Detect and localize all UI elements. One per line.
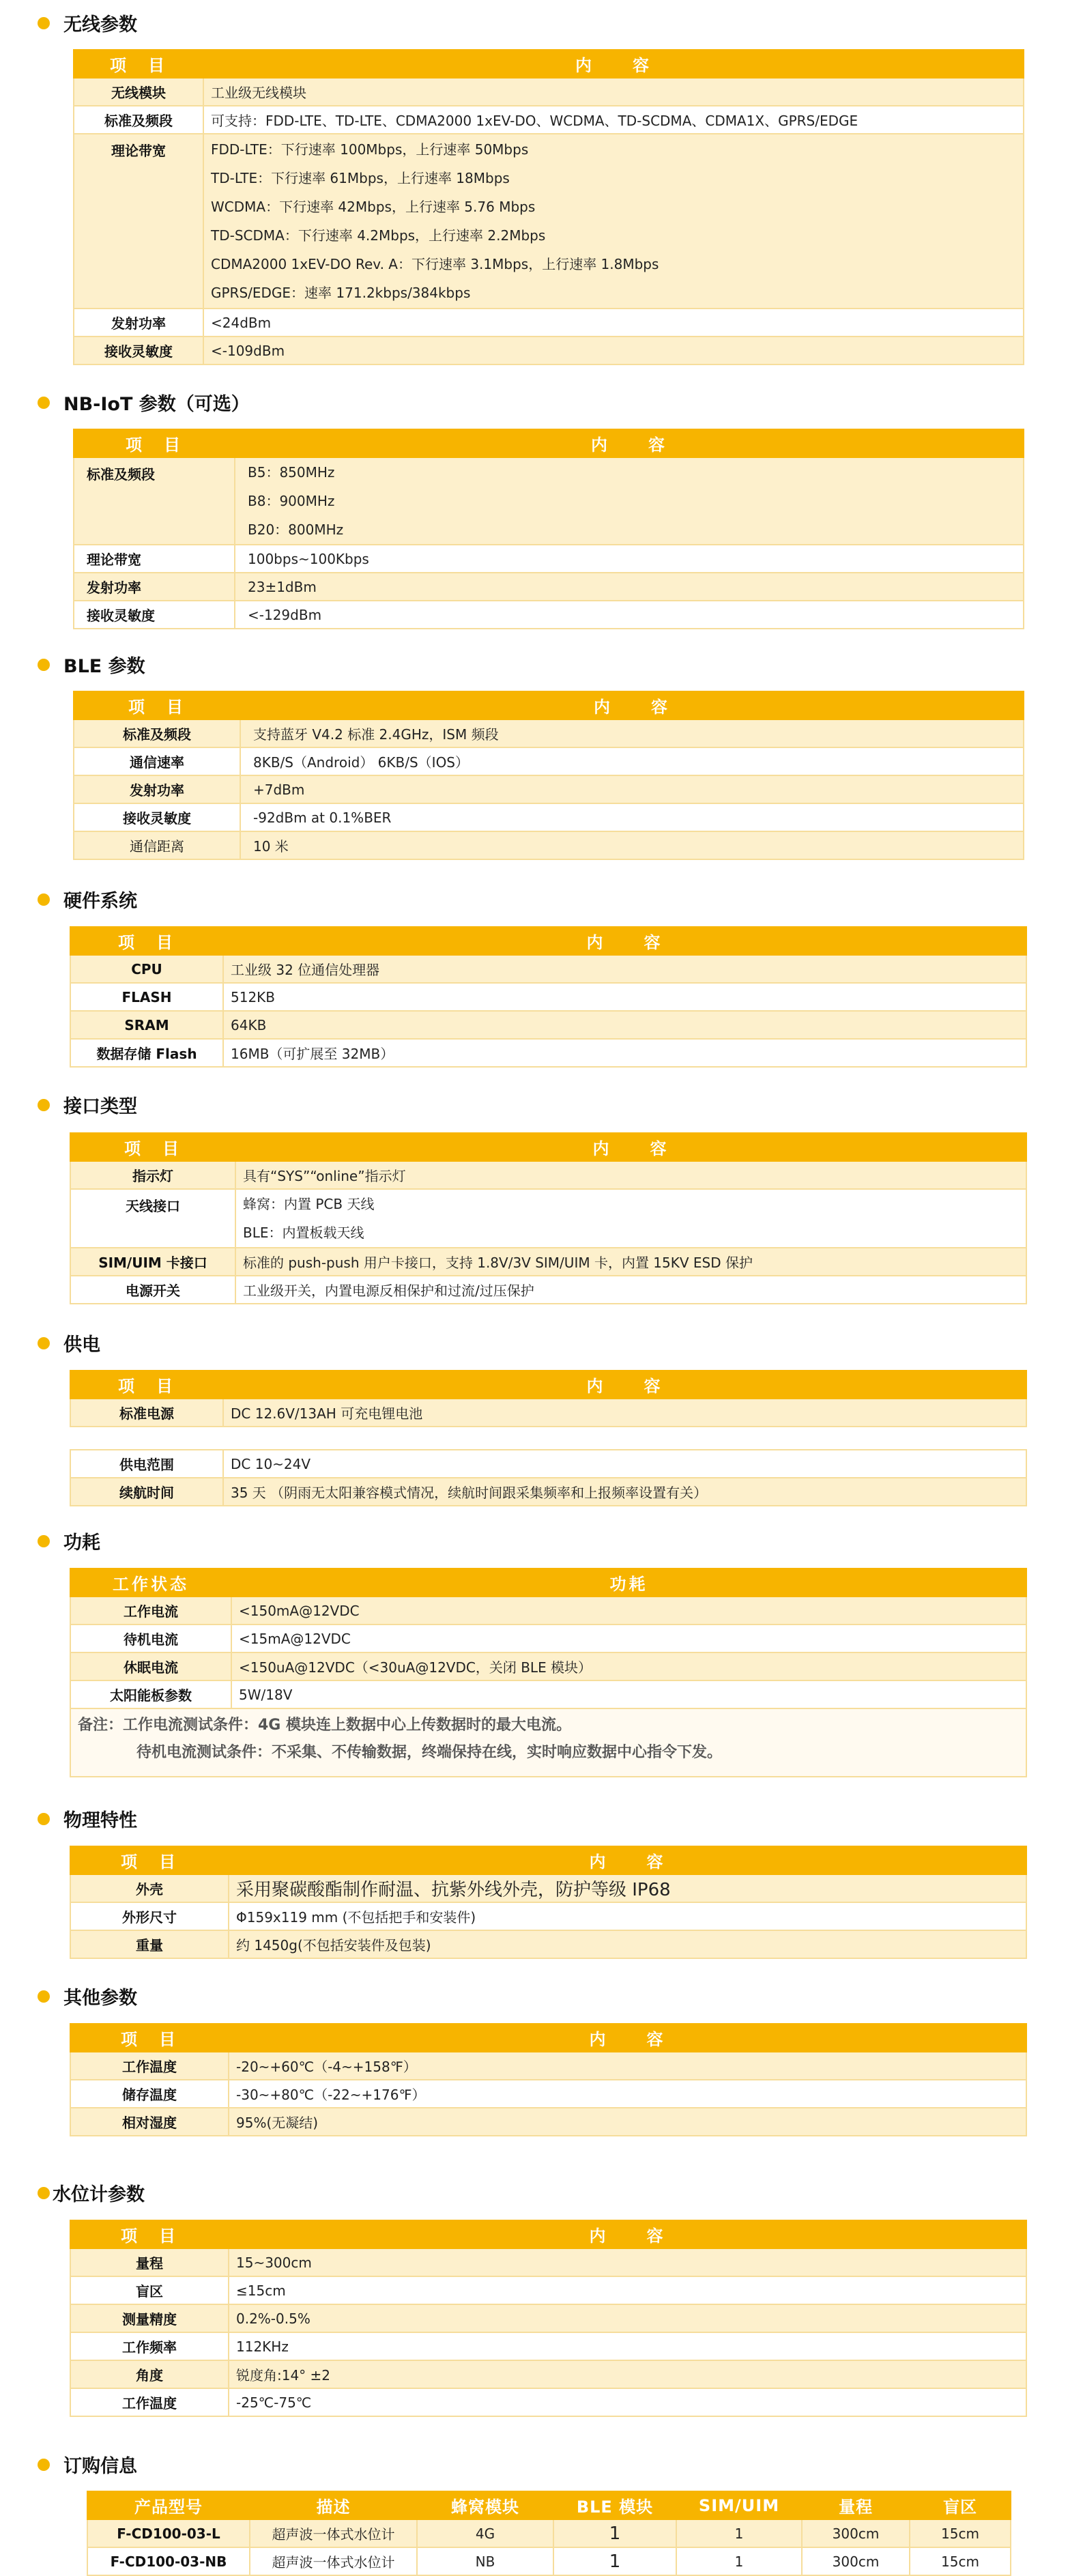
table-row: 通信距离 10 米 [74,831,1024,859]
table-row: 发射功率 23±1dBm [74,573,1024,601]
table-row: 工作频率 112KHz [70,2332,1026,2360]
table-row: 工作温度 -20~+60℃（-4~+158℉） [70,2052,1026,2080]
bullet-icon [38,1099,50,1111]
wireless-table [73,49,1024,365]
bullet-icon [38,1813,50,1825]
section-title: 水位计参数 [53,2184,145,2205]
table-row: 测量精度 0.2%-0.5% [70,2304,1026,2332]
table-row: 指示灯 具有“SYS”“online”指示灯 [70,1161,1026,1189]
table-row: 太阳能板参数 5W/18V [70,1680,1026,1708]
table-row: 发射功率 +7dBm [74,775,1024,803]
section-title: 接口类型 [63,1096,137,1117]
section-title: 其他参数 [63,1988,137,2009]
section-title: 供电 [63,1334,100,1356]
table-row: 储存温度 -30~+80℃（-22~+176℉） [70,2080,1026,2108]
col-header-item: 项 目 [74,50,203,78]
order-table: 产品型号 描述 蜂窝模块 BLE 模块 SIM/UIM 量程 盲区 F-CD100-03-L 超声波一体式水位计 4G 1 1 300cm 15cm F-CD100-03-NB 超声波一体式水位计 NB 1 1 300cm 15cm [87,2491,1011,2576]
table-row: 接收灵敏度 <-129dBm [74,601,1024,629]
section-hardware [38,886,137,913]
table-row: SIM/UIM 卡接口 标准的 push-push 用户卡接口，支持 1.8V/3V SIM/UIM 卡，内置 15KV ESD 保护 [70,1248,1026,1276]
table-row: 理论带宽 100bps~100Kbps [74,545,1024,573]
table-row: 无线模块 工业级无线模块 [74,78,1024,106]
table-row: 标准电源 DC 12.6V/13AH 可充电锂电池 [70,1399,1026,1427]
table-row: 角度 锐度角:14° ±2 [70,2360,1026,2388]
hardware-table: 项 目 内 容 CPU 工业级 32 位通信处理器 FLASH 512KB SRAM 64KB 数据存储 Flash 16MB（可扩展至 32MB） [70,926,1027,1068]
table-row: 休眠电流 <150uA@12VDC（<30uA@12VDC，关闭 BLE 模块） [70,1652,1026,1680]
nbiot-table: 项 目 内 容 标准及频段 B5：850MHz B8：900MHz B20：800MHz 理论带宽 100bps~100Kbps 发射功率 23±1dBm 接收灵敏度 <-129dBm [73,429,1024,629]
table-row: 量程 15~300cm [70,2248,1026,2276]
bullet-icon [38,17,50,29]
section-ble [38,651,145,678]
section-consumption [38,1528,100,1554]
section-title: BLE 参数 [63,656,145,677]
power-table: 项 目 内 容 标准电源 DC 12.6V/13AH 可充电锂电池 [70,1370,1027,1427]
table-row: 理论带宽 FDD-LTE：下行速率 100Mbps，上行速率 50Mbps TD-LTE：下行速率 61Mbps，上行速率 18Mbps WCDMA：下行速率 42Mbps，上行速率 5.76 Mbps TD-SCDMA：下行速率 4.2Mbps，上行速率 2.2Mbps CDMA2000 1xEV-DO Rev. A：下行速率 3.1Mbps，上行速率 1.8Mbps GPRS/EDGE：速率 171.2kbps/384kbps [74,134,1024,309]
bullet-icon [38,659,50,671]
section-title: NB-IoT 参数（可选） [63,394,250,415]
note-row [70,1708,1026,1777]
col-header-content: 内 容 [203,50,1024,78]
section-title: 无线参数 [63,14,137,35]
table-row: 数据存储 Flash 16MB（可扩展至 32MB） [70,1039,1026,1067]
section-interface [38,1091,137,1118]
section-title: 订购信息 [63,2456,137,2477]
table-row: 待机电流 <15mA@12VDC [70,1625,1026,1652]
table-row: 盲区 ≤15cm [70,2276,1026,2304]
power-range-table [70,1449,1027,1506]
table-row: F-CD100-03-NB 超声波一体式水位计 NB 1 1 300cm 15cm [87,2547,1011,2575]
table-row: 续航时间 35 天 （阴雨无太阳兼容模式情况，续航时间跟采集频率和上报频率设置有关） [70,1478,1026,1506]
table-row: 接收灵敏度 -92dBm at 0.1%BER [74,803,1024,831]
section-wireless [38,10,137,36]
table-row: F-CD100-03-L 超声波一体式水位计 4G 1 1 300cm 15cm [87,2519,1011,2547]
section-nbiot [38,389,250,416]
table-row: 供电范围 DC 10~24V [70,1450,1026,1478]
table-row: 工作电流 <150mA@12VDC [70,1597,1026,1625]
bullet-icon [38,1535,50,1547]
table-row: 标准及频段 支持蓝牙 V4.2 标准 2.4GHz，ISM 频段 [74,719,1024,747]
table-row: 发射功率 <24dBm [74,309,1024,337]
table-row: 电源开关 工业级开关，内置电源反相保护和过流/过压保护 [70,1276,1026,1304]
section-title: 物理特性 [63,1810,137,1831]
table-row: 工作温度 -25℃-75℃ [70,2388,1026,2416]
section-physical [38,1805,137,1832]
bullet-icon [38,1337,50,1349]
interface-table: 项 目 内 容 指示灯 具有“SYS”“online”指示灯 天线接口 蜂窝：内置 PCB 天线 BLE：内置板载天线 SIM/UIM 卡接口 标准的 push-push 用户卡接口，支持 1.8V/3V SIM/UIM 卡，内置 15KV ESD 保护 电源开关 工业级开关，内置电源反相保护和过流/过压保护 [70,1132,1027,1304]
table-row: CPU 工业级 32 位通信处理器 [70,955,1026,983]
bullet-icon [38,397,50,409]
section-other [38,1983,137,2009]
section-gauge [38,2179,145,2206]
bullet-icon [38,2187,50,2199]
gauge-table: 项 目 内 容 量程 15~300cm 盲区 ≤15cm 测量精度 0.2%-0.5% 工作频率 112KHz 角度 锐度角:14° ±2 工作温度 -25℃-75℃ [70,2220,1027,2417]
note-line: 待机电流测试条件：不采集、不传输数据，终端保持在线，实时响应数据中心指令下发。 [136,1744,723,1761]
table-row: SRAM 64KB [70,1011,1026,1039]
section-title: 硬件系统 [63,891,137,912]
consumption-table: 工作状态 功耗 工作电流 <150mA@12VDC 待机电流 <15mA@12VDC 休眠电流 <150uA@12VDC（<30uA@12VDC，关闭 BLE 模块） 太阳能板参数 5W/18V 备注：工作电流测试条件：4G 模块连上数据中心上传数据时的最大电流。 待机电流测试条件：不采集、不传输数据，终端保持在线，实时响应数据中心指令下发。 [70,1568,1027,1777]
table-row: 外壳 采用聚碳酸酯制作耐温、抗紫外线外壳，防护等级 IP68 [70,1874,1026,1902]
table-row: 天线接口 蜂窝：内置 PCB 天线 BLE：内置板载天线 [70,1189,1026,1248]
table-row: 重量 约 1450g(不包括安装件及包装) [70,1930,1026,1958]
section-order [38,2451,137,2478]
other-table: 项 目 内 容 工作温度 -20~+60℃（-4~+158℉） 储存温度 -30~+80℃（-22~+176℉） 相对湿度 95%(无凝结) [70,2023,1027,2136]
table-row: 外形尺寸 Φ159x119 mm (不包括把手和安装件) [70,1902,1026,1930]
table-row: FLASH 512KB [70,983,1026,1011]
table-row: 相对湿度 95%(无凝结) [70,2108,1026,2136]
bullet-icon [38,1990,50,2003]
section-title: 功耗 [63,1532,100,1554]
bullet-icon [38,2459,50,2471]
bullet-icon [38,893,50,906]
ble-table: 项 目 内 容 标准及频段 支持蓝牙 V4.2 标准 2.4GHz，ISM 频段 通信速率 8KB/S（Android） 6KB/S（IOS） 发射功率 +7dBm 接收灵敏度 -92dBm at 0.1%BER 通信距离 10 米 [73,691,1024,860]
section-power [38,1330,100,1356]
table-row: 标准及频段 B5：850MHz B8：900MHz B20：800MHz [74,457,1024,545]
table-row: 通信速率 8KB/S（Android） 6KB/S（IOS） [74,747,1024,775]
note-line: 备注：工作电流测试条件：4G 模块连上数据中心上传数据时的最大电流。 [78,1717,572,1734]
physical-table: 项 目 内 容 外壳 采用聚碳酸酯制作耐温、抗紫外线外壳，防护等级 IP68 外形尺寸 Φ159x119 mm (不包括把手和安装件) 重量 约 1450g(不包括安装件及包装) [70,1846,1027,1959]
table-row: 接收灵敏度 <-109dBm [74,337,1024,364]
table-row: 标准及频段 可支持：FDD-LTE、TD-LTE、CDMA2000 1xEV-DO、WCDMA、TD-SCDMA、CDMA1X、GPRS/EDGE [74,106,1024,134]
